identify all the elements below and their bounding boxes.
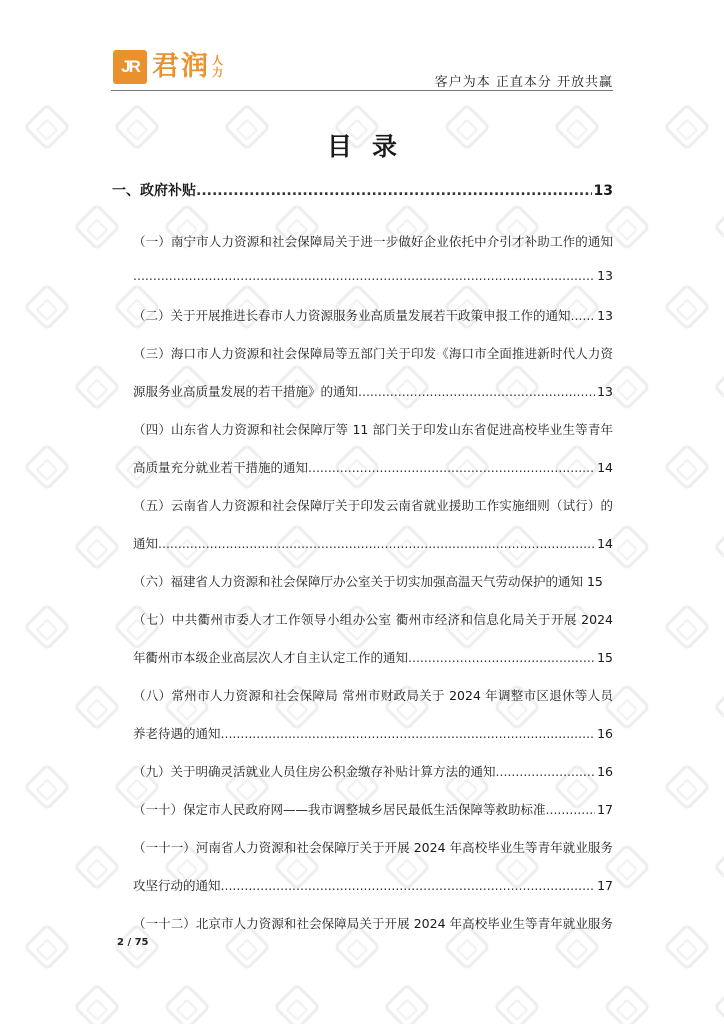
toc-entry-text: 源服务业高质量发展的若干措施》的通知 xyxy=(133,384,359,399)
toc-entry-text: （一）南宁市人力资源和社会保障局关于进一步做好企业依托中介引才补助工作的通知 xyxy=(133,234,613,249)
toc-entry-line[interactable] xyxy=(133,724,613,742)
toc-leader-dots xyxy=(358,384,595,399)
watermark-icon xyxy=(23,923,71,971)
watermark-icon xyxy=(713,843,724,891)
toc-leader-dots xyxy=(571,308,596,323)
toc-entry-text: 养老待遇的通知 xyxy=(133,726,221,741)
toc-page-number: 15 xyxy=(597,650,613,665)
watermark-icon xyxy=(73,363,121,411)
toc-entry-line[interactable] xyxy=(133,382,613,400)
toc-entry-line[interactable] xyxy=(133,268,613,283)
watermark-icon xyxy=(663,283,711,331)
toc-leader-dots xyxy=(133,268,595,283)
toc-entry-text: （七）中共衢州市委人才工作领导小组办公室 衢州市经济和信息化局关于开展 2024 xyxy=(133,612,613,627)
toc-entry-text: （九）关于明确灵活就业人员住房公积金缴存补贴计算方法的通知 xyxy=(133,764,496,779)
toc-page-number: 14 xyxy=(597,536,613,551)
toc-entry-line[interactable] xyxy=(133,458,613,476)
toc-leader-dots xyxy=(496,764,596,779)
toc-entry-line[interactable] xyxy=(133,914,613,932)
toc-leader-dots xyxy=(221,878,596,893)
watermark-icon xyxy=(73,683,121,731)
watermark-icon xyxy=(713,683,724,731)
toc-entry-text: （一十二）北京市人力资源和社会保障局关于开展 2024 年高校毕业生等青年就业服务 xyxy=(133,916,613,931)
toc-entry-text: （三）海口市人力资源和社会保障局等五部门关于印发《海口市全面推进新时代人力资 xyxy=(133,346,613,361)
watermark-icon xyxy=(273,983,321,1024)
toc-page-number: 13 xyxy=(597,308,613,323)
toc-leader-dots xyxy=(308,460,595,475)
toc-entry-text: 一、政府补贴 xyxy=(112,183,196,199)
toc-level1-entry[interactable] xyxy=(112,180,613,200)
watermark-icon xyxy=(713,523,724,571)
watermark-icon xyxy=(663,603,711,651)
toc-entry-text: （二）关于开展推进长春市人力资源服务业高质量发展若干政策申报工作的通知 xyxy=(133,308,571,323)
toc-entry-text: （六）福建省人力资源和社会保障厅办公室关于切实加强高温天气劳动保护的通知 15 xyxy=(133,574,603,589)
toc-entry-line[interactable] xyxy=(133,686,613,704)
toc-page-number: 17 xyxy=(597,802,613,817)
watermark-icon xyxy=(73,203,121,251)
watermark-icon xyxy=(663,443,711,491)
toc-leader-dots xyxy=(408,650,595,665)
watermark-icon xyxy=(493,983,541,1024)
watermark-icon xyxy=(23,763,71,811)
toc-entry-text: （四）山东省人力资源和社会保障厅等 11 部门关于印发山东省促进高校毕业生等青年 xyxy=(133,422,613,437)
toc-entry-line[interactable] xyxy=(133,344,613,362)
toc-page-number: 14 xyxy=(597,460,613,475)
header-divider xyxy=(111,90,613,91)
header-slogan: 客户为本 正直本分 开放共赢 xyxy=(434,75,613,90)
logo-subtext: 人力 xyxy=(212,54,223,79)
toc-entry-text: （八）常州市人力资源和社会保障局 常州市财政局关于 2024 年调整市区退休等人员 xyxy=(133,688,613,703)
toc-entry-line[interactable] xyxy=(133,572,613,590)
watermark-icon xyxy=(663,763,711,811)
toc-entry-text: 攻坚行动的通知 xyxy=(133,878,221,893)
toc-leader-dots xyxy=(546,802,596,817)
toc-entry-line[interactable] xyxy=(133,306,613,324)
toc-entry-text: （一十）保定市人民政府网——我市调整城乡居民最低生活保障等救助标准 xyxy=(133,802,546,817)
toc-page-number: 16 xyxy=(597,764,613,779)
watermark-icon xyxy=(603,983,651,1024)
toc-title: 目录 xyxy=(326,132,417,161)
toc-entry-text: 通知 xyxy=(133,536,159,551)
toc-page-number: 16 xyxy=(597,726,613,741)
toc-entry-line[interactable] xyxy=(133,534,613,552)
toc-entry-text: 高质量充分就业若干措施的通知 xyxy=(133,460,309,475)
watermark-icon xyxy=(23,603,71,651)
logo-text: 君润 xyxy=(152,51,210,82)
logo-mark: JR xyxy=(113,50,147,84)
watermark-icon xyxy=(663,923,711,971)
watermark-icon xyxy=(163,983,211,1024)
toc-entry-line[interactable] xyxy=(133,762,613,780)
toc-entry-text: （五）云南省人力资源和社会保障厅关于印发云南省就业援助工作实施细则（试行）的 xyxy=(133,498,613,513)
toc-page-number: 13 xyxy=(597,268,613,283)
toc-entry-line[interactable] xyxy=(133,496,613,514)
toc-leader-dots xyxy=(196,183,592,199)
toc-entry-line[interactable] xyxy=(133,648,613,666)
toc-entry-line[interactable] xyxy=(133,838,613,856)
company-logo xyxy=(113,50,224,84)
toc-entry-line[interactable] xyxy=(133,876,613,894)
toc-entry-text: （一十一）河南省人力资源和社会保障厅关于开展 2024 年高校毕业生等青年就业服务 xyxy=(133,840,613,855)
toc-page-number: 13 xyxy=(593,183,613,199)
toc-leader-dots xyxy=(158,536,595,551)
watermark-icon xyxy=(73,983,121,1024)
toc-page-number: 17 xyxy=(597,878,613,893)
watermark-icon xyxy=(23,283,71,331)
watermark-icon xyxy=(23,443,71,491)
toc-entry-text: 年衢州市本级企业高层次人才自主认定工作的通知 xyxy=(133,650,409,665)
toc-leader-dots xyxy=(221,726,596,741)
watermark-icon xyxy=(383,983,431,1024)
watermark-icon xyxy=(713,983,724,1024)
watermark-icon xyxy=(73,523,121,571)
watermark-icon xyxy=(713,203,724,251)
toc-page-number: 13 xyxy=(597,384,613,399)
watermark-icon xyxy=(713,363,724,411)
toc-entry-line[interactable] xyxy=(133,420,613,438)
toc-entry-line[interactable] xyxy=(133,610,613,628)
page-number: 2 / 75 xyxy=(117,937,149,948)
toc-entry-line[interactable] xyxy=(133,800,613,818)
watermark-icon xyxy=(73,843,121,891)
toc-entry-line[interactable] xyxy=(133,232,613,250)
